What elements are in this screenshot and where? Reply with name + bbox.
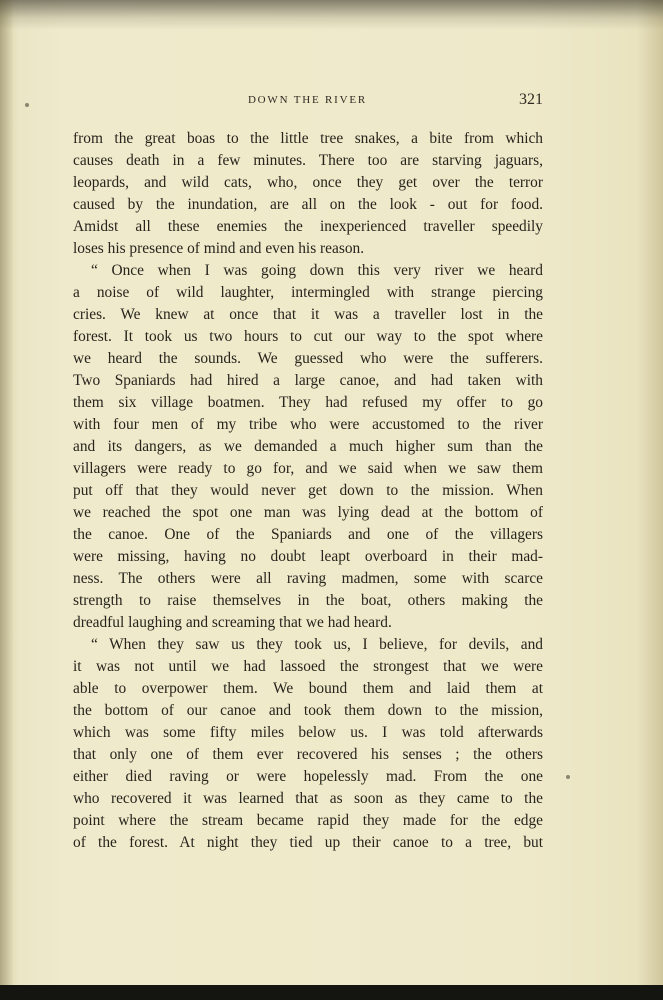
text-line: point where the stream became rapid they made for the edge bbox=[73, 812, 543, 829]
text-line: leopards, and wild cats, who, once they get over the terror bbox=[73, 174, 543, 191]
text-line: it was not until we had lassoed the strongest that we were bbox=[73, 658, 543, 675]
text-line: causes death in a few minutes. There too are starving jaguars, bbox=[73, 152, 543, 169]
text-line: “ When they saw us they took us, I believe, for devils, and bbox=[91, 636, 543, 653]
text-line: put off that they would never get down to the mission. When bbox=[73, 482, 543, 499]
running-title: DOWN THE RIVER bbox=[247, 94, 368, 106]
page-gutter-shadow bbox=[0, 0, 14, 1000]
text-line: “ Once when I was going down this very river we heard bbox=[91, 262, 543, 279]
text-line: with four men of my tribe who were accustomed to the river bbox=[73, 416, 543, 433]
text-line: forest. It took us two hours to cut our way to the spot where bbox=[73, 328, 543, 345]
text-line: the canoe. One of the Spaniards and one of the villagers bbox=[73, 526, 543, 543]
page-number: 321 bbox=[519, 91, 543, 108]
text-line: from the great boas to the little tree snakes, a bite from which bbox=[73, 130, 543, 147]
text-line: a noise of wild laughter, intermingled with strange piercing bbox=[73, 284, 543, 301]
text-line: of the forest. At night they tied up their canoe to a tree, but bbox=[73, 834, 543, 851]
text-line: dreadful laughing and screaming that we had heard. bbox=[73, 614, 392, 631]
text-line: the bottom of our canoe and took them down to the mission, bbox=[73, 702, 543, 719]
text-line: which was some fifty miles below us. I was told afterwards bbox=[73, 724, 543, 741]
text-line: we reached the spot one man was lying dead at the bottom of bbox=[73, 504, 543, 521]
text-line: villagers were ready to go for, and we said when we saw them bbox=[73, 460, 543, 477]
running-head bbox=[72, 92, 543, 112]
text-line: that only one of them ever recovered his senses ; the others bbox=[73, 746, 543, 763]
text-line: cries. We knew at once that it was a traveller lost in the bbox=[73, 306, 543, 323]
text-line: caused by the inundation, are all on the look - out for food. bbox=[73, 196, 543, 213]
body-text bbox=[73, 128, 543, 854]
text-line: loses his presence of mind and even his reason. bbox=[73, 240, 365, 257]
text-line: ness. The others were all raving madmen, some with scarce bbox=[73, 570, 543, 587]
text-line: Two Spaniards had hired a large canoe, and had taken with bbox=[73, 372, 543, 389]
text-line: were missing, having no doubt leapt overboard in their mad- bbox=[73, 548, 543, 565]
paper-speck bbox=[566, 775, 570, 779]
text-line: them six village boatmen. They had refused my offer to go bbox=[73, 394, 543, 411]
text-line: able to overpower them. We bound them and laid them at bbox=[73, 680, 543, 697]
text-line: Amidst all these enemies the inexperienced traveller speedily bbox=[73, 218, 543, 235]
text-line: we heard the sounds. We guessed who were the sufferers. bbox=[73, 350, 543, 367]
text-line: strength to raise themselves in the boat, others making the bbox=[73, 592, 543, 609]
text-line: who recovered it was learned that as soon as they came to the bbox=[73, 790, 543, 807]
text-line: either died raving or were hopelessly mad. From the one bbox=[73, 768, 543, 785]
paper-speck bbox=[25, 103, 29, 107]
text-line: and its dangers, as we demanded a much higher sum than the bbox=[73, 438, 543, 455]
